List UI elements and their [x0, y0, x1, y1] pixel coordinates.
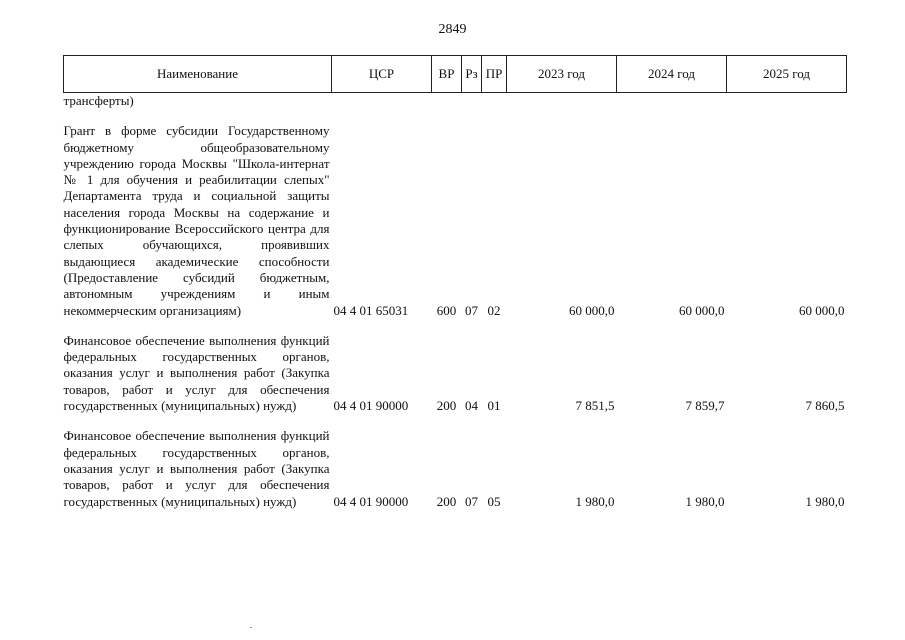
table-header — [64, 56, 847, 93]
row-2023: 1 980,0 — [575, 493, 615, 509]
row-vr: 200 — [436, 493, 457, 509]
row-rz: 07 — [465, 302, 478, 318]
row-rz: 04 — [465, 398, 478, 414]
row-2024: 7 859,7 — [685, 398, 725, 414]
header-name: Наименование — [64, 56, 332, 93]
scan-speck — [250, 627, 252, 628]
row-csr: 04 4 01 90000 — [333, 493, 409, 509]
header-rz: Рз — [462, 56, 482, 93]
row-2023: 7 851,5 — [575, 398, 615, 414]
row-csr: 04 4 01 65031 — [333, 302, 409, 318]
row-name: Финансовое обеспечение выполнения функций федеральных государственных органов, оказания услуг и выполнения работ (Закупка товаров, работ и услуг для обеспечения государственных (муниципальных) нужд) — [63, 332, 330, 414]
header-2025: 2025 год — [727, 56, 847, 93]
row-vr: 600 — [436, 302, 457, 318]
row-name: Грант в форме субсидии Государственному бюджетному общеобразовательному учреждению города Москвы "Школа-интернат № 1 для обучения и реабилитации слепых" Департамента труда и социальной защиты населения города Москвы на содержание и функционирование Всероссийского центра для слепых обучающихся, проявивших выдающиеся академические способности (Предоставление субсидий бюджетным, автономным учреждениям и иным некоммерческим организациям) — [63, 123, 330, 318]
table-row — [64, 333, 847, 414]
row-csr: 04 4 01 90000 — [333, 398, 409, 414]
header-vr: ВР — [432, 56, 462, 93]
table-body — [64, 93, 847, 510]
row-pr: 02 — [487, 302, 501, 318]
continuation-text: трансферты) — [63, 93, 134, 108]
page-number: 2849 — [438, 22, 467, 37]
table-row-continuation — [64, 93, 847, 110]
row-pr: 05 — [487, 493, 501, 509]
row-2025: 1 980,0 — [805, 493, 845, 509]
row-name: Финансовое обеспечение выполнения функций федеральных государственных органов, оказания услуг и выполнения работ (Закупка товаров, работ и услуг для обеспечения государственных (муниципальных) нужд) — [63, 428, 330, 509]
row-pr: 01 — [487, 398, 501, 414]
row-2025: 7 860,5 — [805, 398, 845, 414]
budget-table — [63, 55, 847, 510]
row-vr: 200 — [436, 398, 457, 414]
header-2024: 2024 год — [617, 56, 727, 93]
header-csr: ЦСР — [332, 56, 432, 93]
row-2024: 1 980,0 — [685, 493, 725, 509]
row-2025: 60 000,0 — [799, 302, 845, 318]
header-pr: ПР — [482, 56, 507, 93]
row-rz: 07 — [465, 493, 478, 509]
table-row — [64, 123, 847, 319]
header-2023: 2023 год — [507, 56, 617, 93]
table-row — [64, 428, 847, 509]
row-2024: 60 000,0 — [679, 302, 725, 318]
row-2023: 60 000,0 — [569, 302, 615, 318]
